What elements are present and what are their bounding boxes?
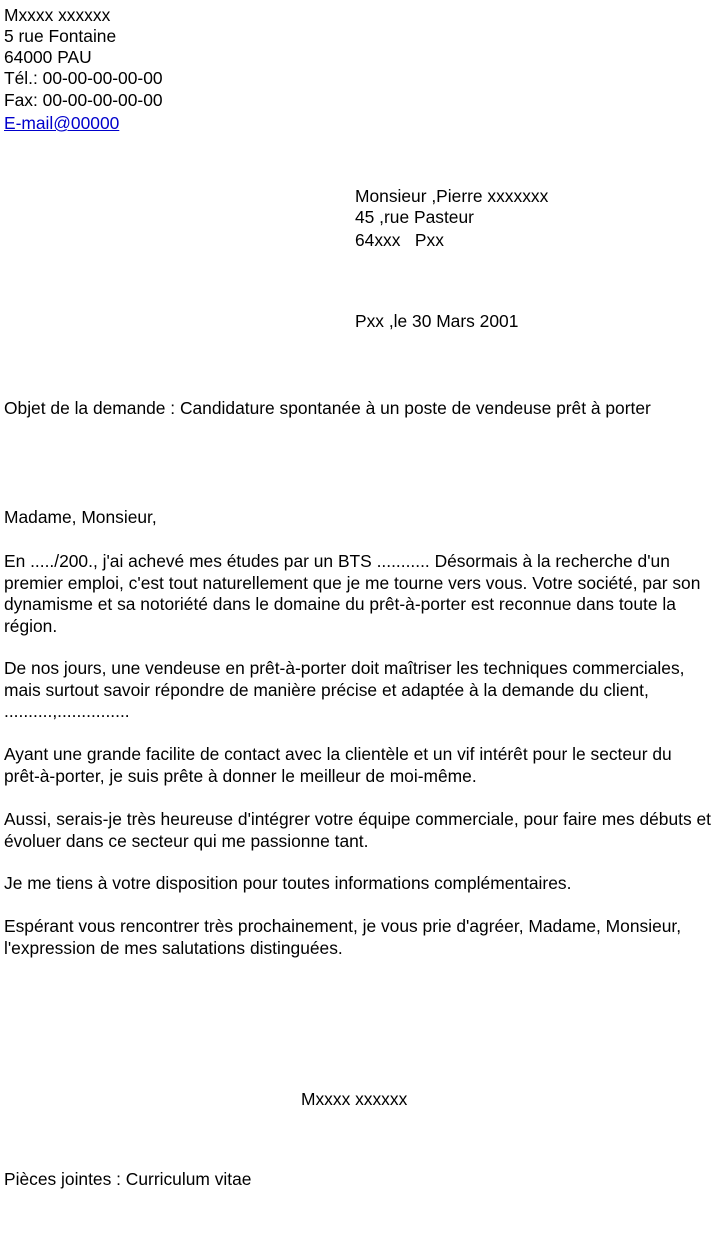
sender-email-link[interactable]: E-mail@00000: [4, 113, 120, 133]
body-paragraph: Aussi, serais-je très heureuse d'intégrer votre équipe commerciale, pour faire mes débuts et évoluer dans ce secteur qui me passionne tant.: [4, 809, 712, 851]
salutation: Madame, Monsieur,: [4, 507, 157, 527]
signature: Mxxxx xxxxxx: [301, 1089, 408, 1109]
sender-city: 64000 PAU: [4, 47, 92, 67]
body-paragraph: Ayant une grande facilite de contact avec la clientèle et un vif intérêt pour le secteur du prêt-à-porter, je suis prête à donner le meilleur de moi-même.: [4, 744, 672, 786]
subject-line: Objet de la demande : Candidature spontanée à un poste de vendeuse prêt à porter: [4, 398, 651, 418]
sender-street: 5 rue Fontaine: [4, 26, 117, 46]
date-line: Pxx ,le 30 Mars 2001: [355, 311, 519, 331]
body-paragraph: De nos jours, une vendeuse en prêt-à-porter doit maîtriser les techniques commerciales, mais surtout savoir répondre de manière précise et adaptée à la demande du client, ..........,...............: [4, 658, 685, 721]
recipient-name: Monsieur ,Pierre xxxxxxx: [355, 186, 549, 206]
sender-name: Mxxxx xxxxxx: [4, 5, 111, 25]
attachments-line: Pièces jointes : Curriculum vitae: [4, 1169, 252, 1189]
body-paragraph: En ...../200., j'ai achevé mes études par un BTS ........... Désormais à la recherche d'un premier emploi, c'est tout naturellement que je me tourne vers vous. Votre société, par son dynamisme et sa notoriété dans le domaine du prêt-à-porter est reconnue dans toute la région.: [4, 551, 701, 636]
sender-phone: Tél.: 00-00-00-00-00: [4, 68, 163, 88]
body-paragraph: Je me tiens à votre disposition pour toutes informations complémentaires.: [4, 873, 572, 893]
recipient-street: 45 ,rue Pasteur: [355, 207, 474, 227]
recipient-city: 64xxx Pxx: [355, 230, 444, 250]
body-paragraph: Espérant vous rencontrer très prochainement, je vous prie d'agréer, Madame, Monsieur, l'expression de mes salutations distinguées.: [4, 916, 682, 958]
sender-fax: Fax: 00-00-00-00-00: [4, 90, 163, 110]
